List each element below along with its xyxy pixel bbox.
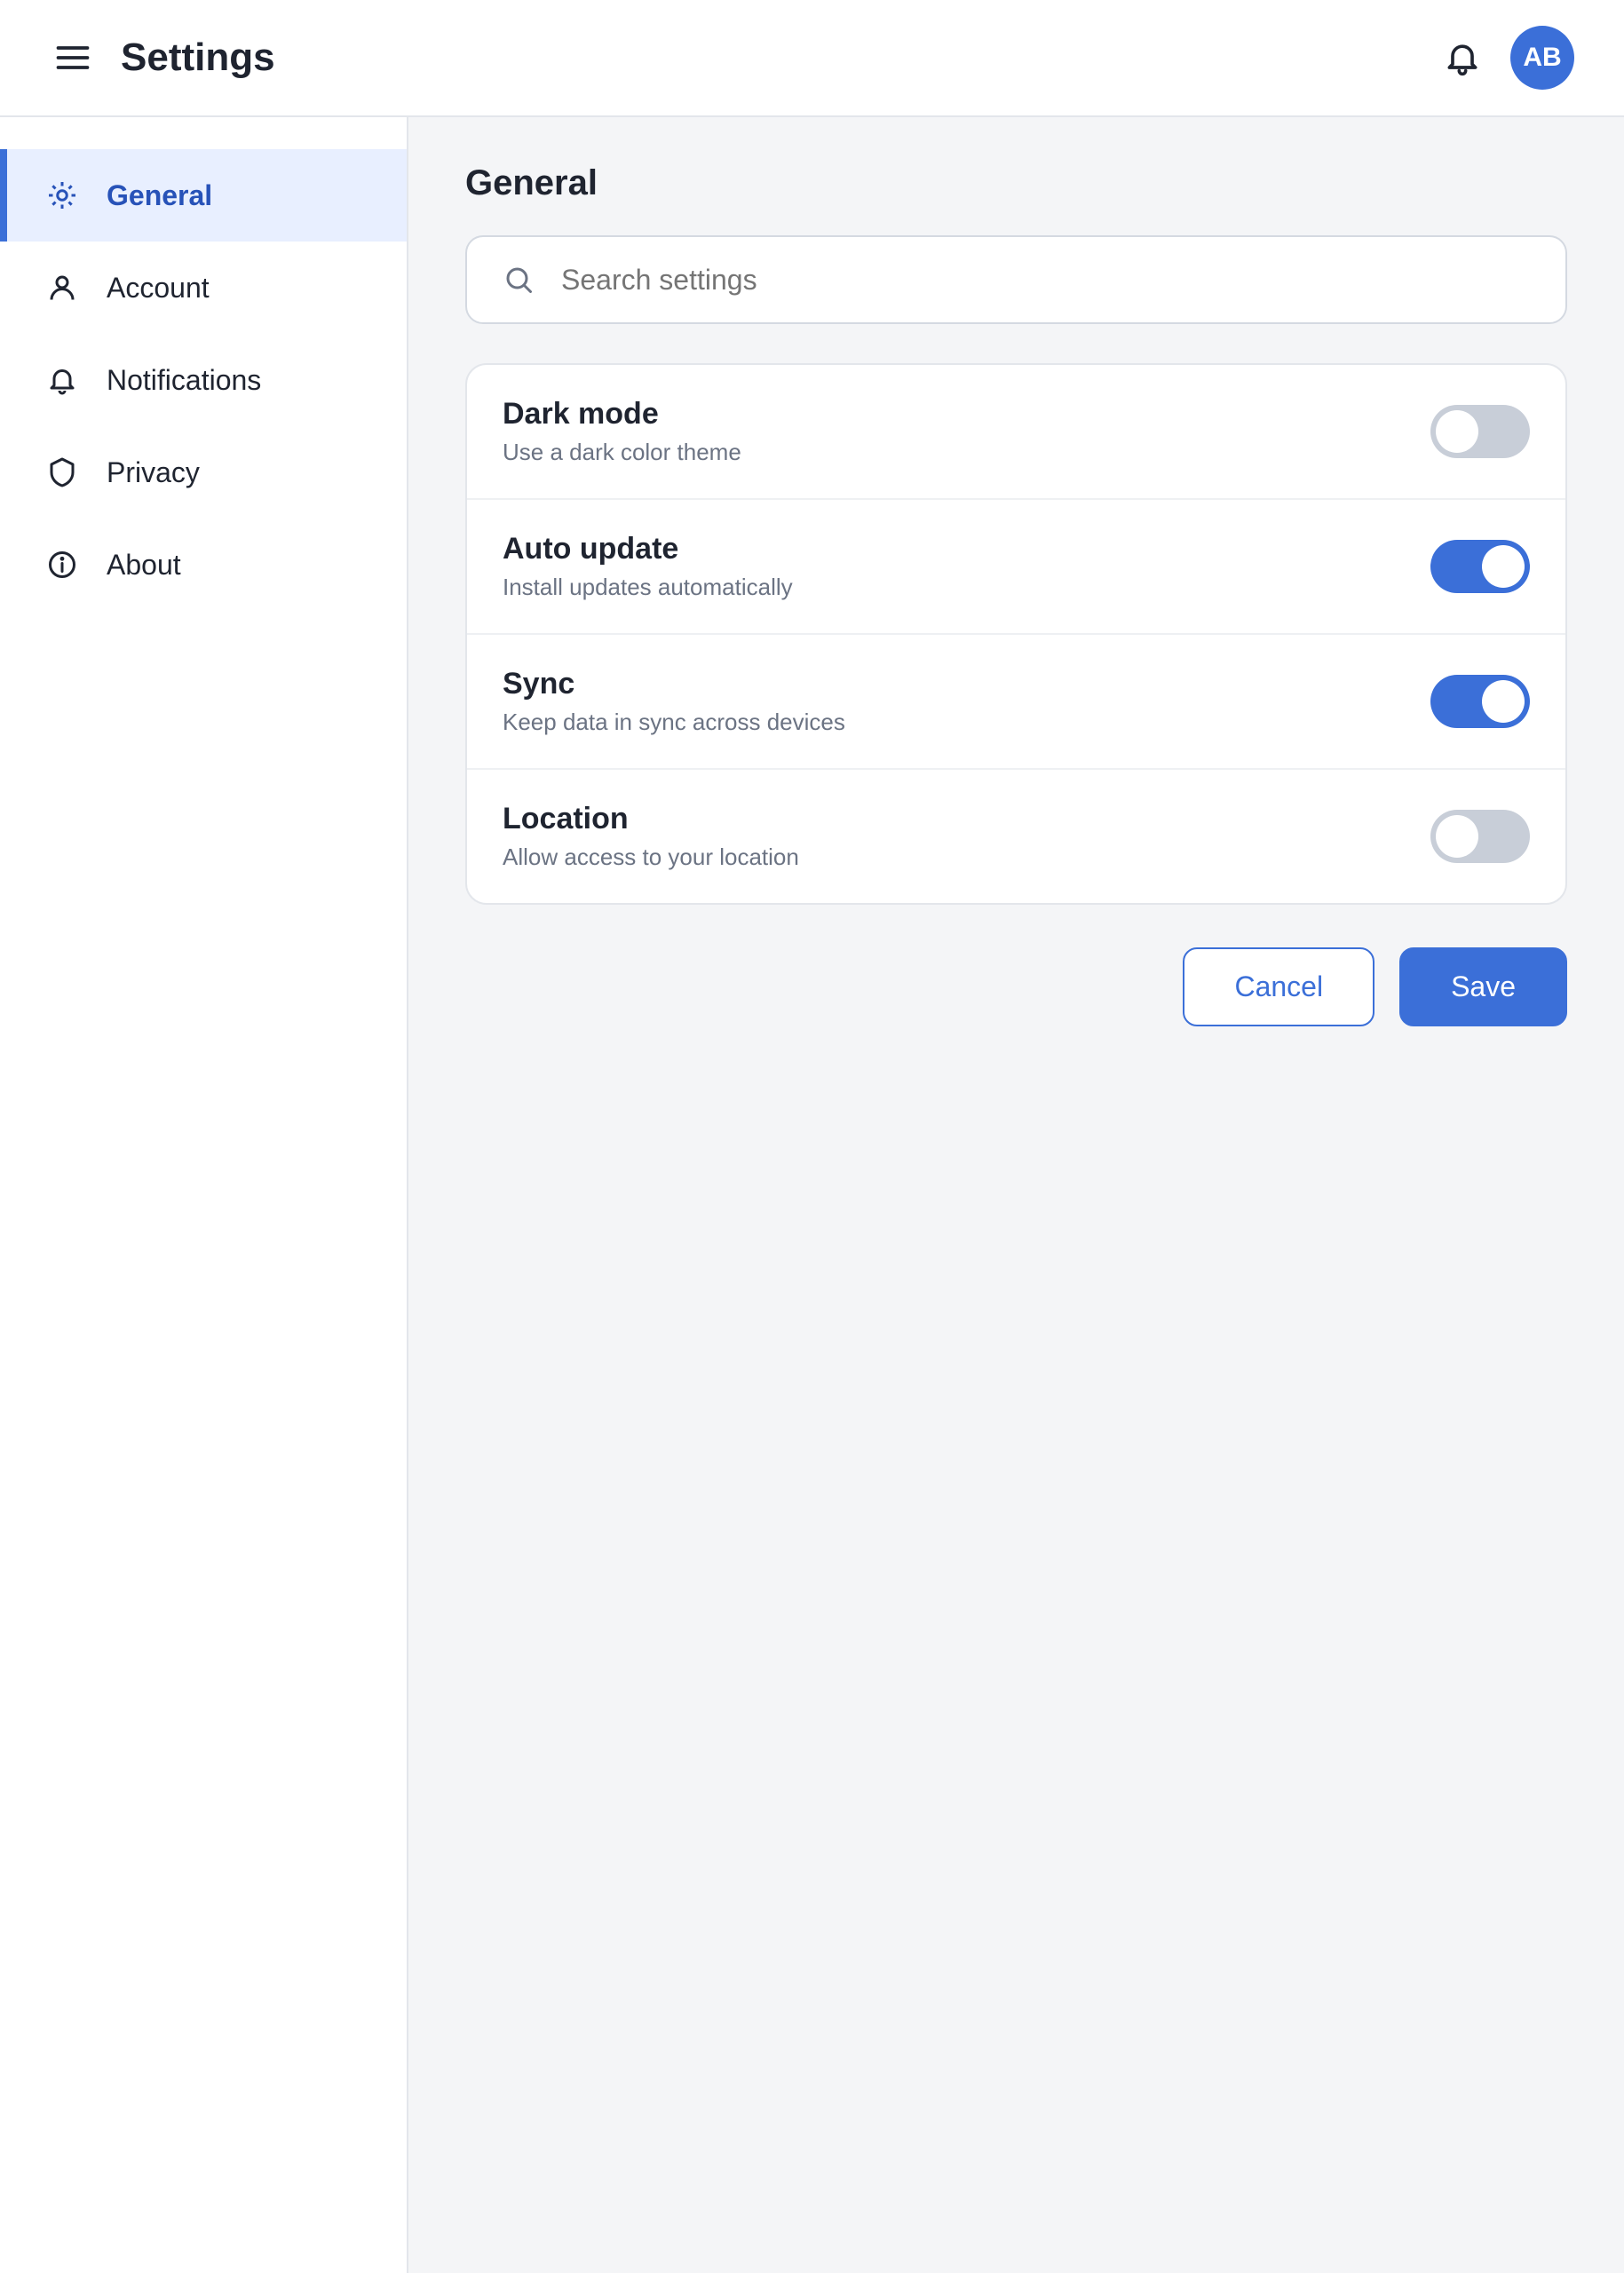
settings-row-dark-mode bbox=[467, 365, 1565, 500]
row-text bbox=[503, 397, 1406, 466]
row-text bbox=[503, 667, 1406, 736]
sidebar-item-privacy[interactable] bbox=[0, 426, 407, 519]
sidebar-item-about[interactable] bbox=[0, 519, 407, 611]
row-text bbox=[503, 802, 1406, 871]
info-icon bbox=[39, 542, 85, 588]
auto-update-toggle[interactable] bbox=[1430, 540, 1530, 593]
page-title: Settings bbox=[121, 36, 275, 79]
sidebar-item-label: General bbox=[107, 178, 213, 211]
dark-mode-toggle[interactable] bbox=[1430, 405, 1530, 458]
menu-icon[interactable] bbox=[50, 35, 96, 81]
row-label: Auto update bbox=[503, 532, 679, 566]
top-bar bbox=[0, 0, 1624, 117]
row-label: Location bbox=[503, 802, 629, 836]
settings-list bbox=[465, 363, 1567, 905]
avatar[interactable]: AB bbox=[1510, 26, 1574, 90]
sidebar-item-label: Notifications bbox=[107, 363, 262, 396]
sidebar-item-notifications[interactable] bbox=[0, 334, 407, 426]
content-area bbox=[0, 117, 1624, 2273]
section-title: General bbox=[465, 163, 598, 202]
sidebar-item-label: Privacy bbox=[107, 455, 200, 488]
row-label: Sync bbox=[503, 667, 575, 701]
sidebar-item-account[interactable] bbox=[0, 242, 407, 334]
gear-icon bbox=[39, 172, 85, 218]
sidebar-item-general[interactable] bbox=[0, 149, 407, 242]
search-input[interactable] bbox=[559, 263, 1537, 297]
save-button[interactable]: Save bbox=[1399, 947, 1567, 1026]
location-toggle[interactable] bbox=[1430, 810, 1530, 863]
sync-toggle[interactable] bbox=[1430, 675, 1530, 728]
shield-icon bbox=[39, 449, 85, 495]
settings-row-sync bbox=[467, 635, 1565, 770]
row-description: Keep data in sync across devices bbox=[503, 709, 845, 735]
settings-row-auto-update bbox=[467, 500, 1565, 635]
main-panel bbox=[408, 117, 1624, 2273]
bell-icon[interactable] bbox=[1439, 35, 1485, 81]
user-icon bbox=[39, 265, 85, 311]
row-text bbox=[503, 532, 1406, 601]
row-description: Use a dark color theme bbox=[503, 439, 741, 465]
settings-row-location bbox=[467, 770, 1565, 903]
row-description: Allow access to your location bbox=[503, 843, 799, 870]
footer-actions bbox=[465, 947, 1567, 1026]
search-box bbox=[465, 235, 1567, 324]
row-description: Install updates automatically bbox=[503, 574, 793, 600]
search-icon bbox=[495, 257, 542, 303]
row-label: Dark mode bbox=[503, 397, 659, 431]
sidebar bbox=[0, 117, 408, 2273]
sidebar-item-label: About bbox=[107, 548, 181, 581]
sidebar-item-label: Account bbox=[107, 271, 210, 304]
cancel-button[interactable]: Cancel bbox=[1183, 947, 1374, 1026]
bell-icon bbox=[39, 357, 85, 403]
